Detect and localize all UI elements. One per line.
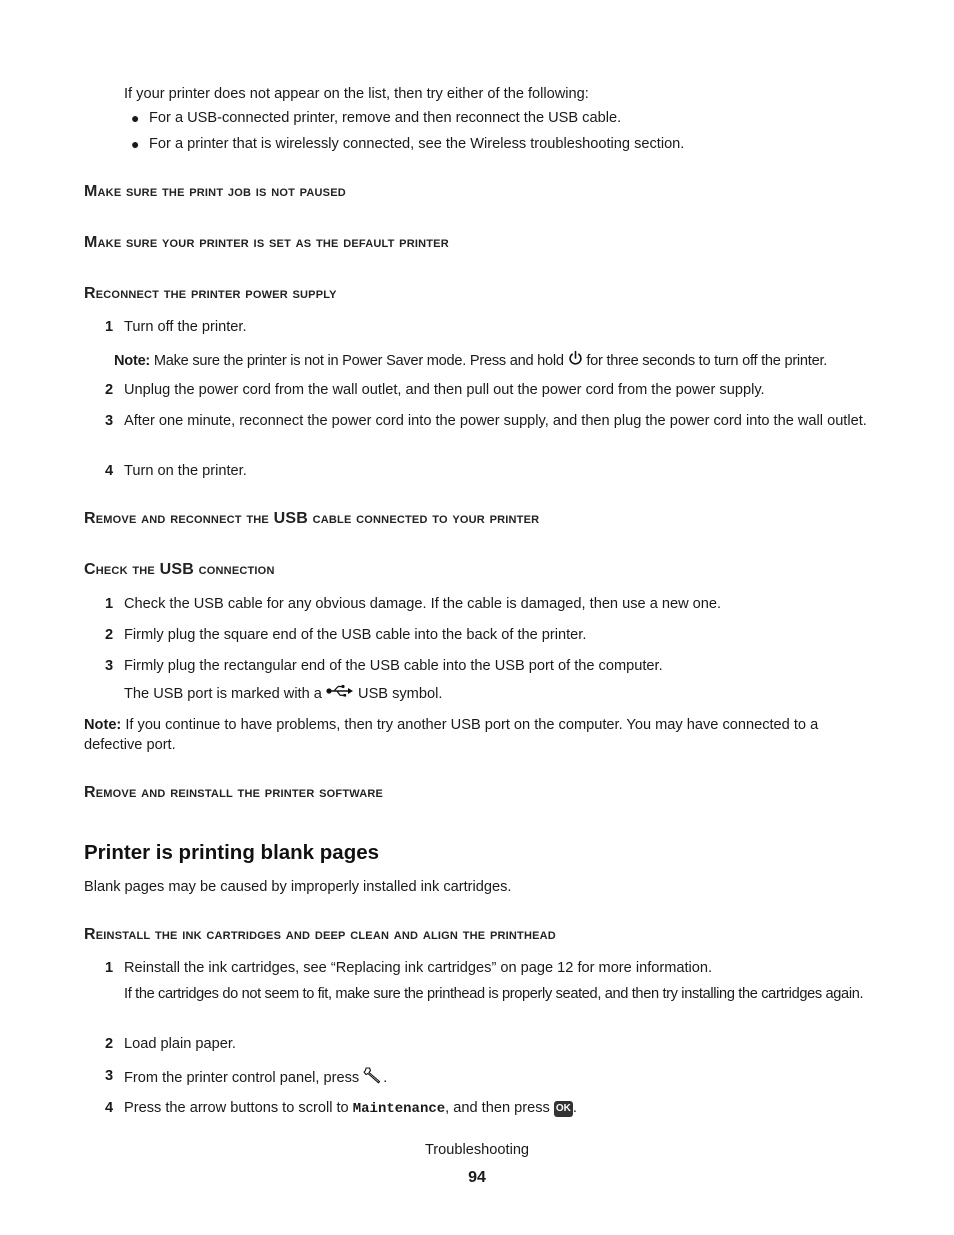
step-text: Turn off the printer. (124, 319, 247, 335)
step-number: 3 (105, 413, 114, 429)
heading-power-supply: Reconnect the printer power supply (84, 285, 337, 302)
step-line (124, 1098, 577, 1119)
section-intro: Blank pages may be caused by improperly installed ink cartridges. (84, 879, 512, 895)
bullet-item: For a printer that is wirelessly connected, see the Wireless troubleshooting section. (149, 136, 685, 152)
footer-chapter: Troubleshooting (424, 1142, 530, 1158)
step-line (124, 1066, 387, 1090)
bullet-item: For a USB-connected printer, remove and then reconnect the USB cable. (149, 110, 622, 126)
note-text: for three seconds to turn off the printer. (586, 352, 828, 369)
step-number: 2 (105, 627, 114, 643)
step-text: , and then press (445, 1100, 550, 1116)
step-text: Reinstall the ink cartridges, see “Replacing ink cartridges” on page 12 for more information. (124, 960, 713, 976)
step-number: 1 (105, 960, 114, 976)
power-note (114, 350, 827, 372)
usb-note (84, 715, 874, 755)
step-number: 2 (105, 382, 114, 398)
step-text: Press the arrow buttons to scroll to (124, 1100, 349, 1116)
bullet-dot: ● (131, 136, 140, 152)
heading-reinstall-software: Remove and reinstall the printer software (84, 784, 384, 801)
step-text: Unplug the power cord from the wall outlet, and then pull out the power cord from the power supply. (124, 382, 765, 398)
step-text: . (383, 1069, 388, 1086)
menu-name: Maintenance (352, 1101, 446, 1117)
usb-text: The USB port is marked with a (124, 686, 322, 702)
heading-print-job-paused: Make sure the print job is not paused (84, 183, 346, 200)
step-number: 4 (105, 463, 114, 479)
step-text: . (572, 1100, 577, 1116)
note-text: Make sure the printer is not in Power Saver mode. Press and hold (153, 352, 564, 369)
step-text: Turn on the printer. (124, 463, 247, 479)
step-text: From the printer control panel, press (124, 1069, 360, 1086)
step-number: 2 (105, 1036, 114, 1052)
note-label: Note: (84, 717, 122, 733)
step-text: Load plain paper. (124, 1036, 236, 1052)
intro-text: If your printer does not appear on the list, then try either of the following: (124, 86, 589, 102)
usb-symbol-line (124, 684, 442, 704)
step-number: 4 (105, 1100, 114, 1116)
section-title: Printer is printing blank pages (84, 841, 380, 864)
step-number: 3 (105, 658, 114, 674)
step-text: Firmly plug the rectangular end of the USB cable into the USB port of the computer. (124, 658, 663, 674)
step-number: 1 (105, 596, 114, 612)
step-text: Check the USB cable for any obvious damage. If the cable is damaged, then use a new one. (124, 596, 722, 612)
heading-reconnect-usb: Remove and reconnect the USB cable connected to your printer (84, 510, 540, 527)
power-icon (568, 350, 583, 372)
step-number: 1 (105, 319, 114, 335)
heading-reinstall-cartridges: Reinstall the ink cartridges and deep clean and align the printhead (84, 926, 556, 943)
usb-icon (326, 684, 354, 704)
wrench-icon (363, 1066, 383, 1090)
ok-button-icon: OK (554, 1101, 573, 1117)
usb-text: USB symbol. (358, 686, 443, 702)
page-number: 94 (468, 1169, 486, 1186)
step-text: Firmly plug the square end of the USB cable into the back of the printer. (124, 627, 587, 643)
step-subtext: If the cartridges do not seem to fit, make sure the printhead is properly seated, and then try installing the cartridges again. (124, 986, 864, 1002)
note-text: If you continue to have problems, then try another USB port on the computer. You may have connected to a defective port. (84, 717, 819, 753)
step-text: After one minute, reconnect the power cord into the power supply, and then plug the power cord into the wall outlet. (124, 413, 867, 429)
heading-default-printer: Make sure your printer is set as the default printer (84, 234, 449, 251)
note-label: Note: (114, 352, 151, 369)
heading-check-usb: Check the USB connection (84, 561, 275, 578)
bullet-dot: ● (131, 110, 140, 126)
step-number: 3 (105, 1068, 114, 1084)
